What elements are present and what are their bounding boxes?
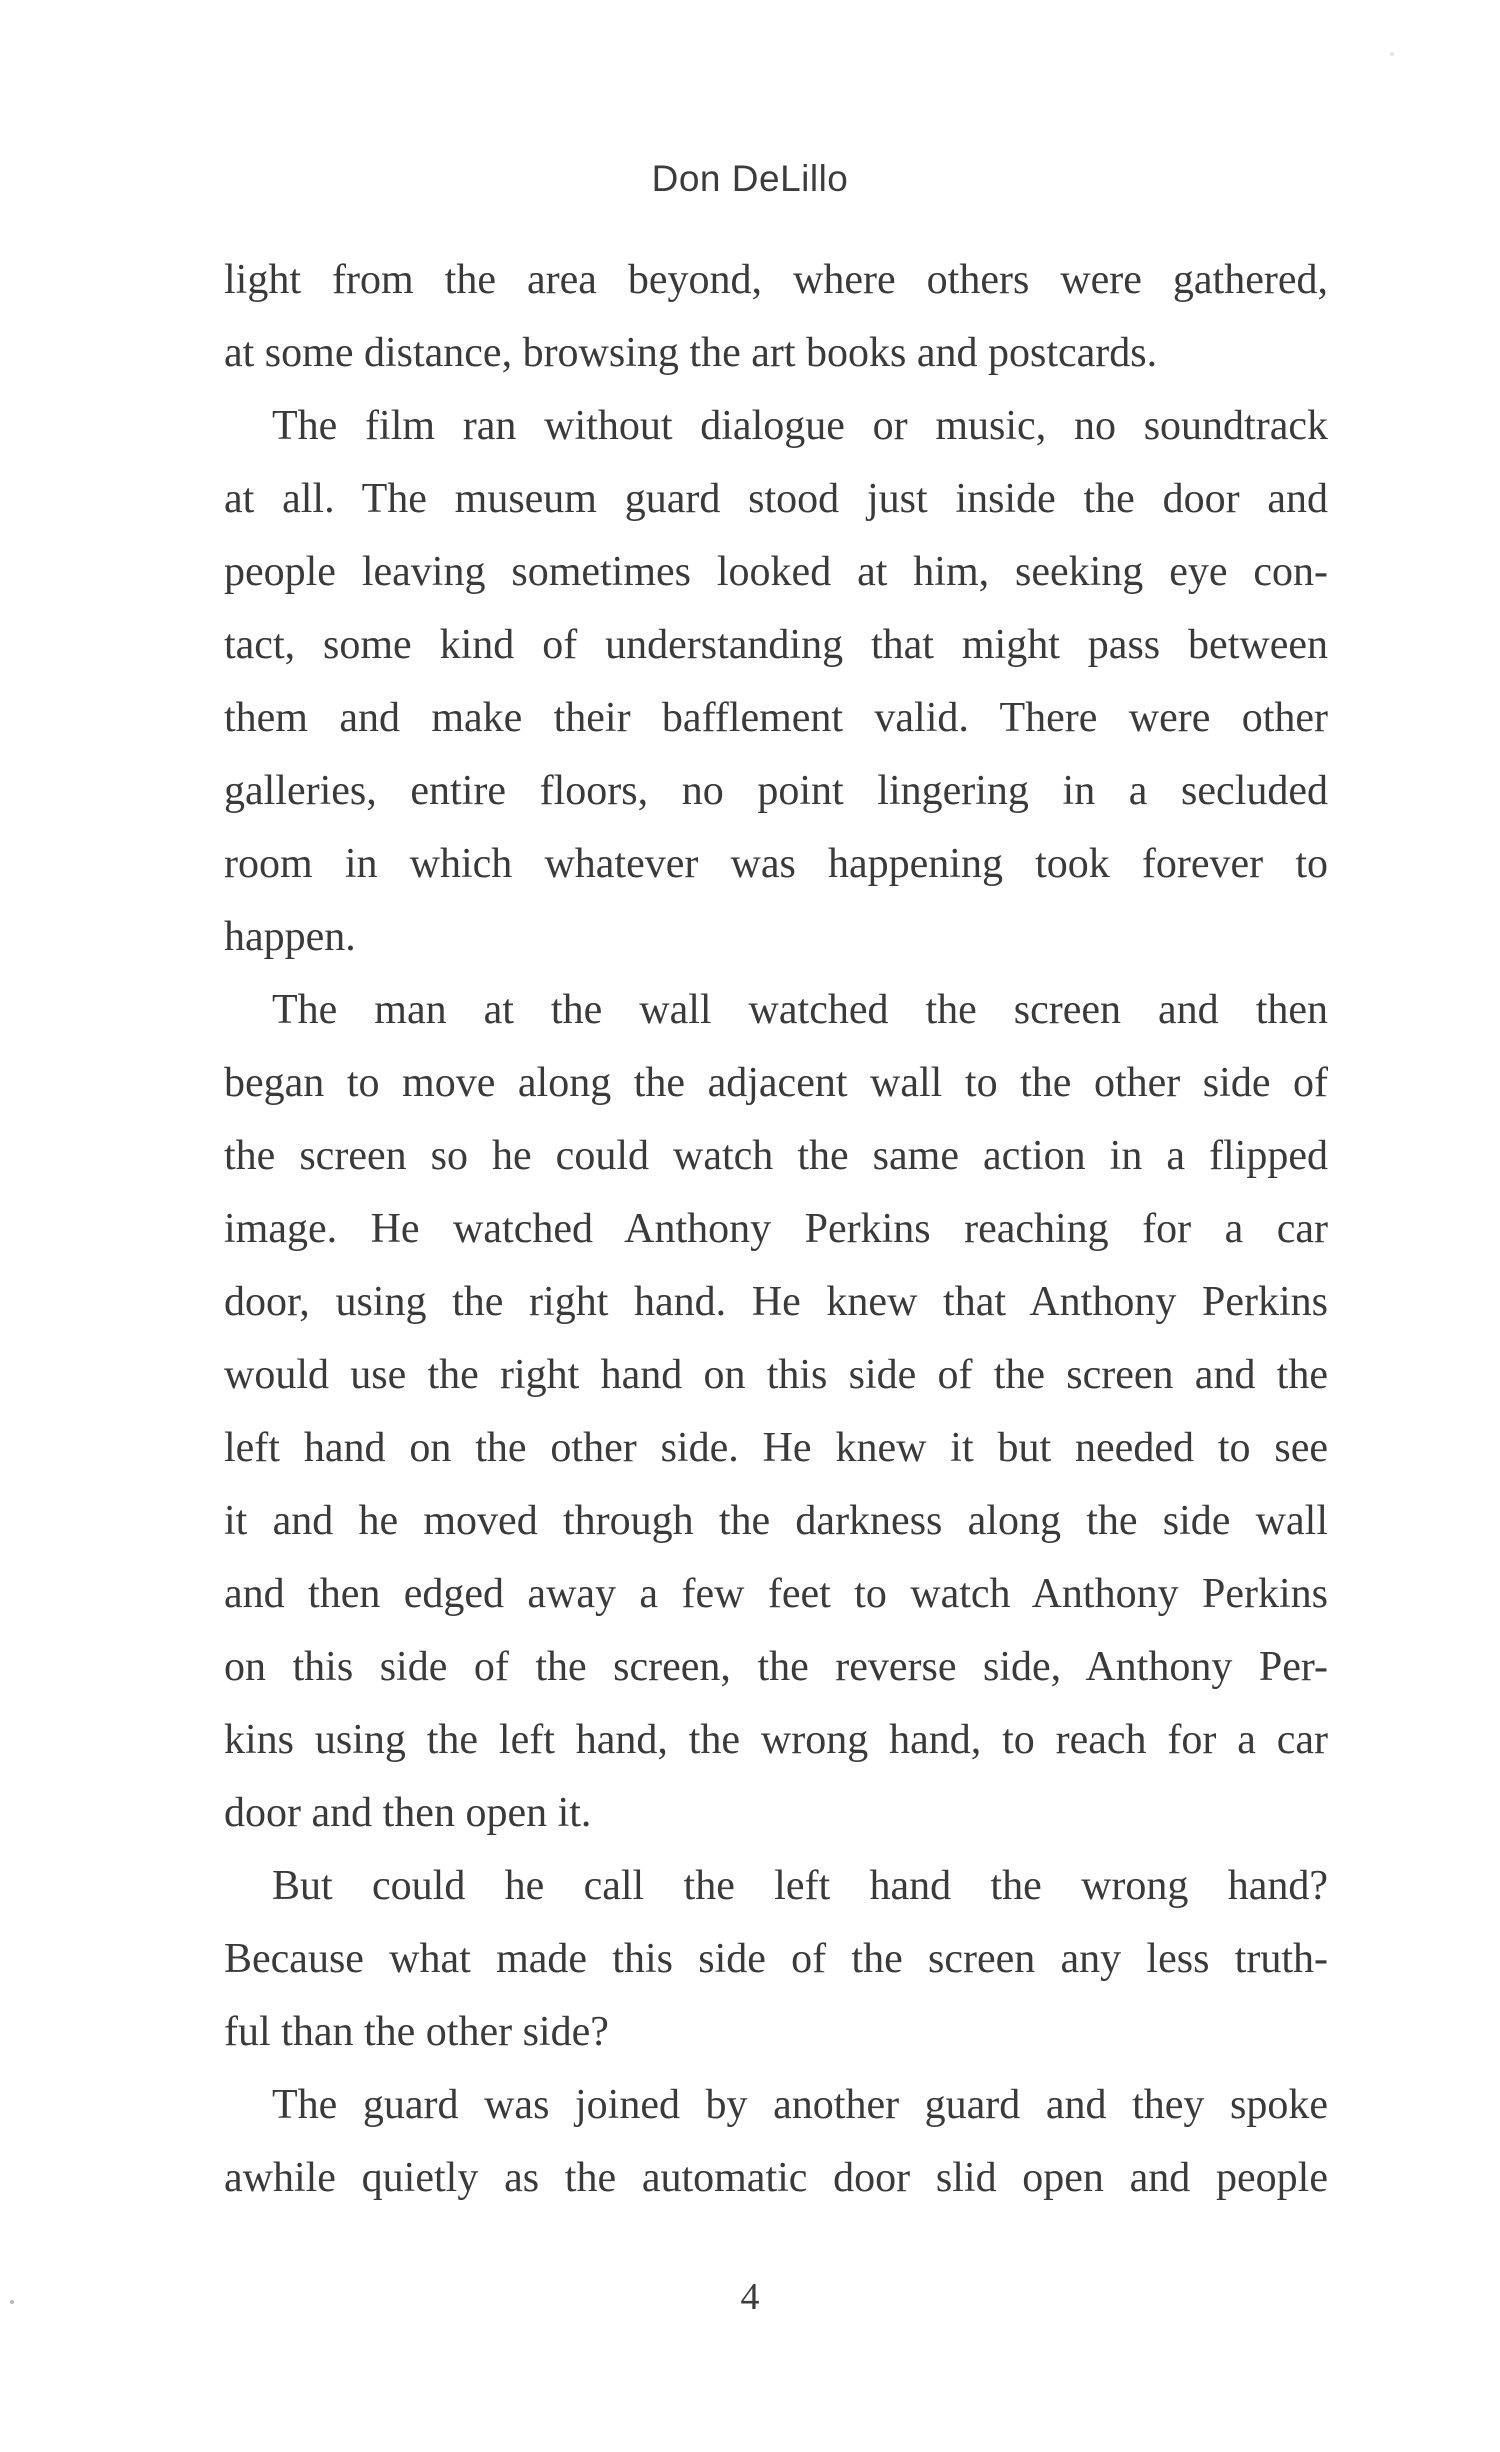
text-line: Because what made this side of the screen any less truth-: [224, 1936, 1328, 1982]
text-line: on this side of the screen, the reverse side, Anthony Per-: [224, 1644, 1328, 1690]
text-line: The man at the wall watched the screen and then: [272, 987, 1328, 1033]
text-line: the screen so he could watch the same action in a flipped: [224, 1133, 1328, 1179]
text-line: light from the area beyond, where others were gathered,: [224, 257, 1328, 303]
text-line: door, using the right hand. He knew that Anthony Perkins: [224, 1279, 1328, 1325]
text-line: ful than the other side?: [224, 2009, 609, 2055]
running-head: Don DeLillo: [651, 158, 849, 199]
page-number: 4: [740, 2276, 760, 2318]
text-line: image. He watched Anthony Perkins reaching for a car: [224, 1206, 1328, 1252]
text-line: left hand on the other side. He knew it but needed to see: [224, 1425, 1328, 1471]
text-line: But could he call the left hand the wrong hand?: [272, 1863, 1328, 1909]
text-line: galleries, entire floors, no point lingering in a secluded: [224, 768, 1328, 814]
text-line: would use the right hand on this side of the screen and the: [224, 1352, 1328, 1398]
scan-speck: [1390, 52, 1394, 56]
text-line: it and he moved through the darkness along the side wall: [224, 1498, 1328, 1544]
text-line: them and make their bafflement valid. There were other: [224, 695, 1328, 741]
text-line: room in which whatever was happening took forever to: [224, 841, 1328, 887]
text-line: door and then open it.: [224, 1790, 592, 1836]
text-line: at some distance, browsing the art books and postcards.: [224, 330, 1158, 376]
text-line: people leaving sometimes looked at him, seeking eye con-: [224, 549, 1328, 595]
body-text: [224, 244, 1328, 2215]
scan-speck: [10, 2300, 14, 2304]
text-line: tact, some kind of understanding that might pass between: [224, 622, 1328, 668]
text-line: at all. The museum guard stood just inside the door and: [224, 476, 1328, 522]
text-line: The guard was joined by another guard and they spoke: [272, 2082, 1328, 2128]
text-line: began to move along the adjacent wall to the other side of: [224, 1060, 1328, 1106]
text-line: kins using the left hand, the wrong hand, to reach for a car: [224, 1717, 1328, 1763]
text-line: awhile quietly as the automatic door slid open and people: [224, 2155, 1328, 2201]
text-line: and then edged away a few feet to watch Anthony Perkins: [224, 1571, 1328, 1617]
text-line: happen.: [224, 914, 356, 960]
text-line: The film ran without dialogue or music, no soundtrack: [272, 403, 1328, 449]
